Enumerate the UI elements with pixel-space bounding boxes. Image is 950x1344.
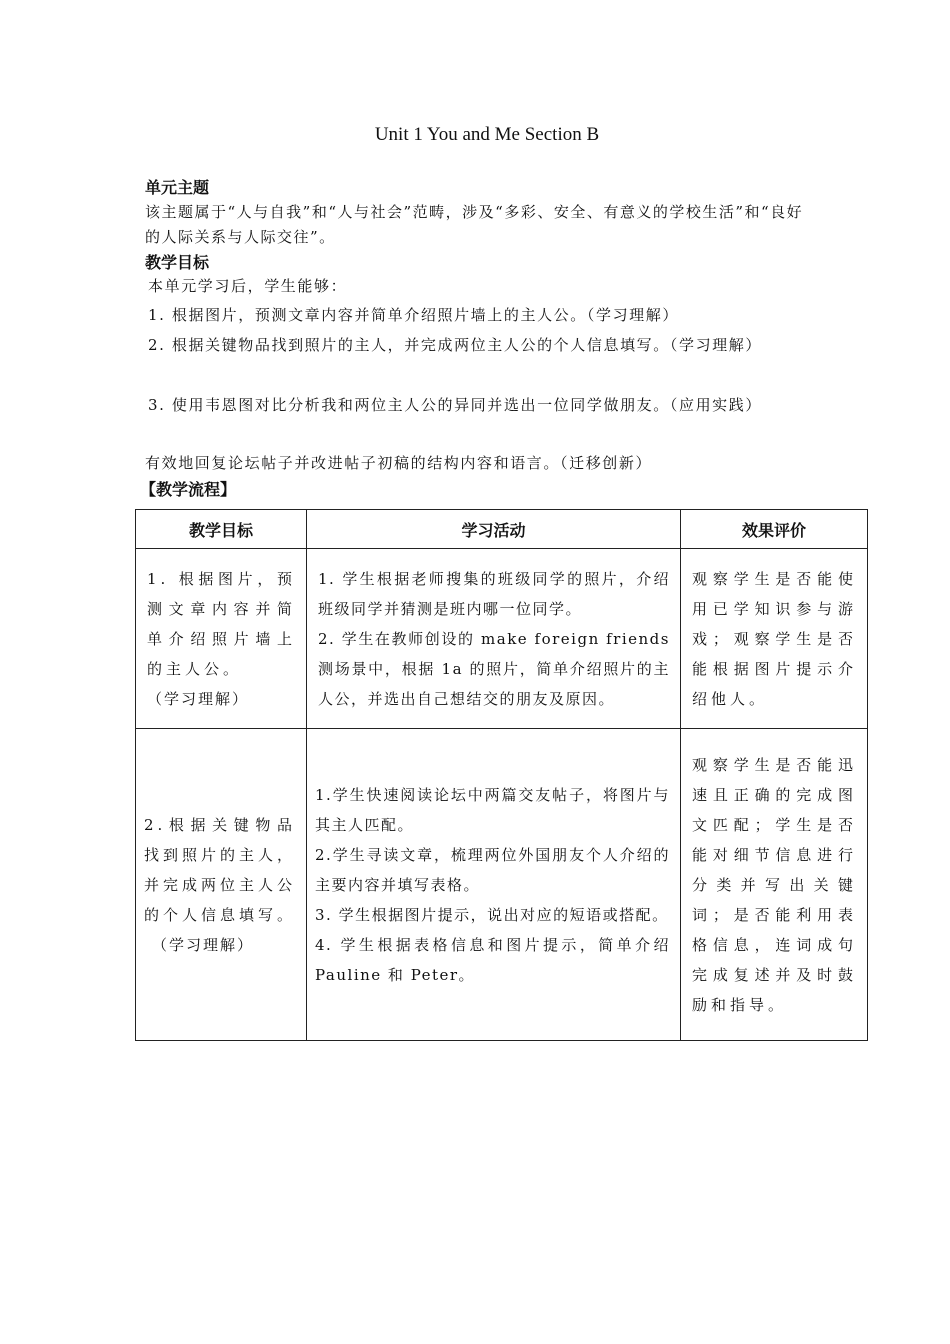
row-evaluation-cell xyxy=(681,729,868,1041)
activity-item: 3. 学生根据图片提示，说出对应的短语或搭配。 xyxy=(315,905,669,924)
row-activity-cell xyxy=(307,729,681,1041)
row-goal-text: 2.根据关键物品找到照片的主人，并完成两位主人公的个人信息填写。 xyxy=(144,815,297,924)
row-goal-cell xyxy=(136,729,307,1041)
activity-item: 2.学生寻读文章，梳理两位外国朋友个人介绍的主要内容并填写表格。 xyxy=(315,845,670,894)
row-evaluation-text: 观察学生是否能使用已学知识参与游戏；观察学生是否能根据图片提示介绍他人。 xyxy=(692,569,857,708)
row-activity-cell xyxy=(307,549,681,729)
header-activity: 学习活动 xyxy=(307,510,681,549)
row-goal-cell xyxy=(136,549,307,729)
activity-item: 2. 学生在教师创设的 make foreign friends 测场景中，根据 1a 的照片，简单介绍照片的主人公，并选出自己想结交的朋友及原因。 xyxy=(318,629,670,708)
goals-intro: 本单元学习后，学生能够： xyxy=(148,277,348,295)
activity-item: 4. 学生根据表格信息和图片提示，简单介绍 Pauline 和 Peter。 xyxy=(315,935,670,984)
goals-heading: 教学目标 xyxy=(145,253,210,272)
table-row xyxy=(136,549,868,729)
activity-item: 1.学生快速阅读论坛中两篇交友帖子，将图片与其主人匹配。 xyxy=(315,785,670,834)
row-goal-text: 1. 根据图片，预测文章内容并简单介绍照片墙上的主人公。 xyxy=(147,569,296,678)
row-goal-note: （学习理解） xyxy=(152,935,255,954)
row-evaluation-text: 观察学生是否能迅速且正确的完成图文匹配；学生是否能对细节信息进行分类并写出关键词；是否能利用表格信息，连词成句完成复述并及时鼓励和指导。 xyxy=(692,755,857,1014)
goal-item-3: 3. 使用韦恩图对比分析我和两位主人公的异同并选出一位同学做朋友。（应用实践） xyxy=(148,396,762,414)
goal-item-4: 有效地回复论坛帖子并改进帖子初稿的结构内容和语言。（迁移创新） xyxy=(145,454,653,472)
teaching-flow-table xyxy=(135,509,868,1041)
table-header-row xyxy=(136,510,868,549)
activity-item: 1. 学生根据老师搜集的班级同学的照片，介绍班级同学并猜测是班内哪一位同学。 xyxy=(318,569,670,618)
theme-heading: 单元主题 xyxy=(145,178,210,197)
goal-item-1: 1. 根据图片，预测文章内容并简单介绍照片墙上的主人公。（学习理解） xyxy=(148,306,679,324)
document-title: Unit 1 You and Me Section B xyxy=(374,124,600,145)
header-goal: 教学目标 xyxy=(136,510,307,549)
theme-text: 该主题属于“人与自我”和“人与社会”范畴，涉及“多彩、安全、有意义的学校生活”和“良好的人际关系与人际交往”。 xyxy=(145,203,804,246)
table-row xyxy=(136,729,868,1041)
row-evaluation-cell xyxy=(681,549,868,729)
flow-heading: 【教学流程】 xyxy=(140,480,237,499)
goal-item-2: 2. 根据关键物品找到照片的主人，并完成两位主人公的个人信息填写。（学习理解） xyxy=(148,336,762,354)
header-evaluation: 效果评价 xyxy=(681,510,868,549)
row-goal-note: （学习理解） xyxy=(147,689,250,708)
